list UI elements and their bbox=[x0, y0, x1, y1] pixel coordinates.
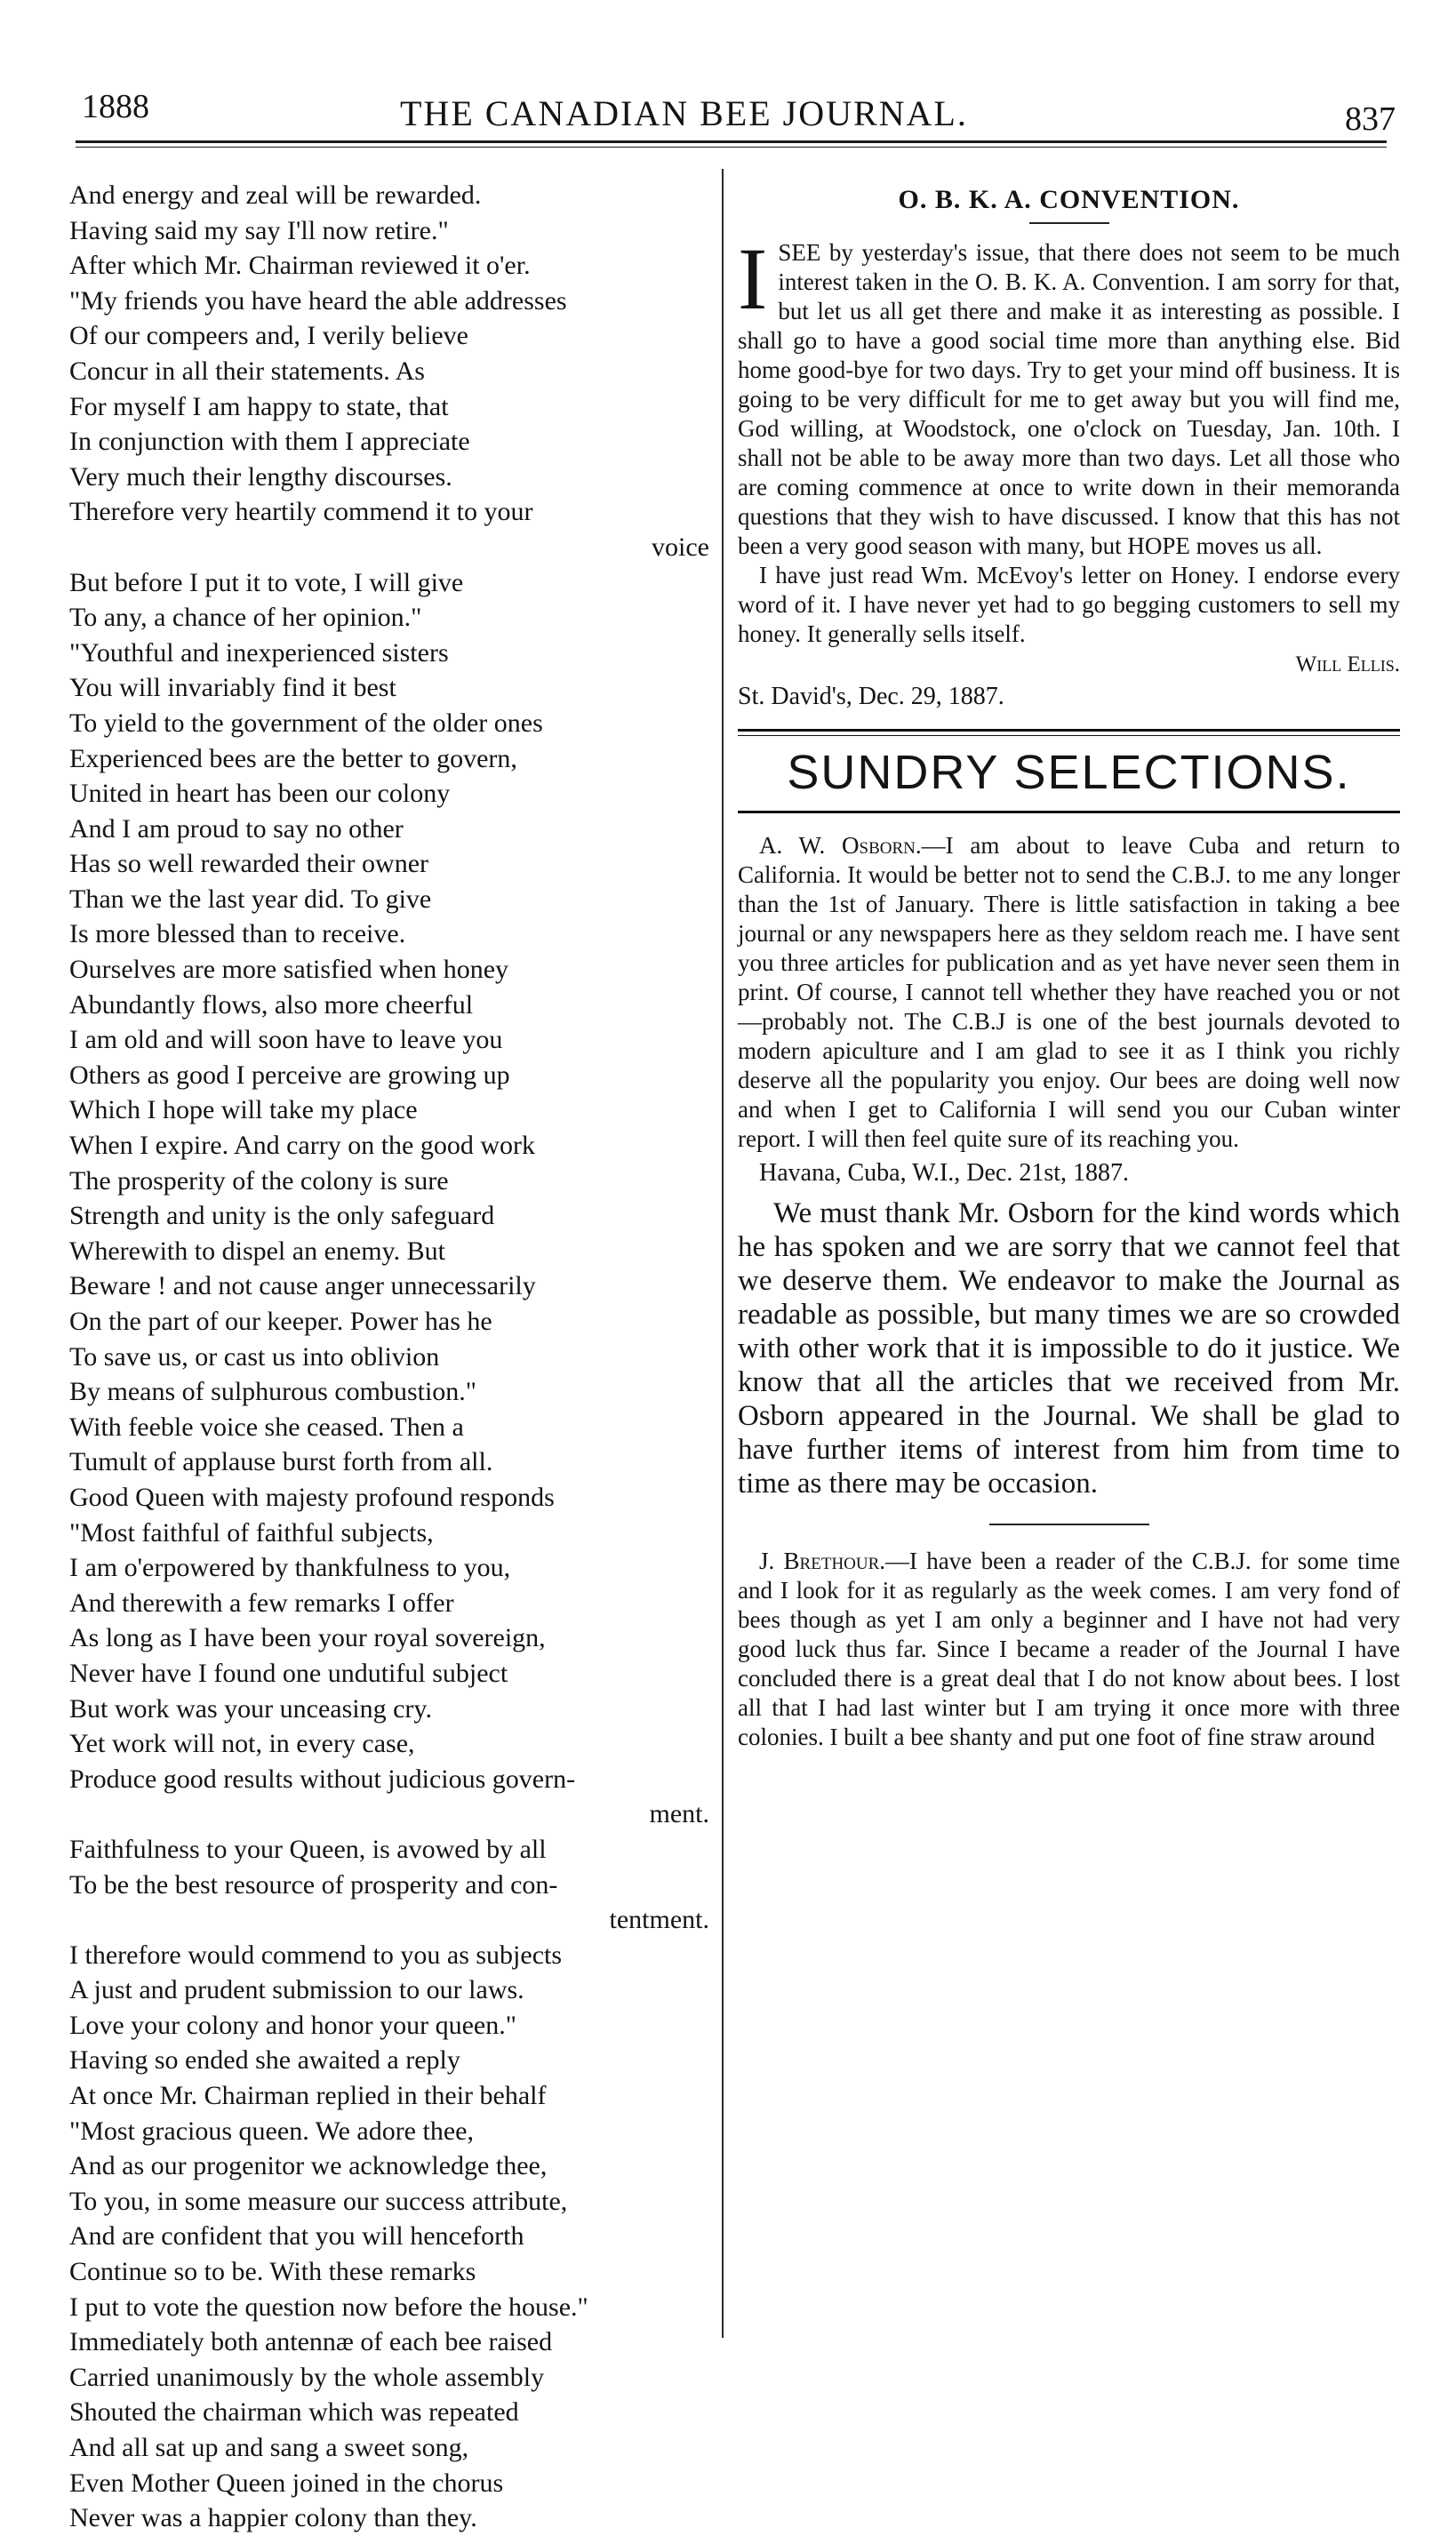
poem-line: You will invariably find it best bbox=[69, 673, 396, 703]
poem-line: And I am proud to say no other bbox=[69, 813, 404, 844]
heading-rule bbox=[738, 811, 1400, 813]
page-number: 837 bbox=[1345, 100, 1396, 138]
poem-column bbox=[69, 178, 709, 2536]
letter-place-date: St. David's, Dec. 29, 1887. bbox=[738, 683, 1004, 710]
title-rule bbox=[1029, 222, 1109, 224]
poem-line: Faithfulness to your Queen, is avowed by all bbox=[69, 1834, 547, 1864]
poem-line: After which Mr. Chairman reviewed it o'er. bbox=[69, 251, 531, 281]
sundry-heading: SUNDRY SELECTIONS. bbox=[787, 746, 1351, 799]
osborn-name: A. W. Osborn. bbox=[759, 832, 922, 859]
poem-line: Strength and unity is the only safeguard bbox=[69, 1201, 495, 1231]
header-rule bbox=[76, 140, 1387, 143]
poem-line: Produce good results without judicious govern- bbox=[69, 1764, 576, 1794]
poem-line: Having said my say I'll now retire." bbox=[69, 215, 449, 245]
poem-line: Having so ended she awaited a reply bbox=[69, 2045, 460, 2076]
convention-body: SEE by yesterday's issue, that there does not seem to be much interest taken in the O. B. K. A. Convention. I am sorry for that, but let us all get there and make it as interesting as possible. I shall go to have a good social time more than anything else. Bid home good-bye for two days. Try to get your mind off business. It is going to be very difficult for me to get away but you will find me, God willing, at Woodstock, one o'clock on Tuesday, Jan. 10th. I shall not be able to be away more than two days. Let all those who are coming commence at once to write down in their memoranda questions that they wish to have discussed. I know that this has not been a very good season with many, but HOPE moves us all. bbox=[738, 239, 1400, 559]
poem-line: Never have I found one undutiful subject bbox=[69, 1658, 508, 1688]
poem-line: And energy and zeal will be rewarded. bbox=[69, 180, 482, 210]
poem-line: Concur in all their statements. As bbox=[69, 356, 425, 386]
poem-line: Never was a happier colony than they. bbox=[69, 2503, 477, 2533]
poem-line: And all sat up and sang a sweet song, bbox=[69, 2433, 469, 2462]
poem-line: Therefore very heartily commend it to your bbox=[69, 497, 533, 527]
poem-line: ment. bbox=[649, 1799, 709, 1829]
poem-line: On the part of our keeper. Power has he bbox=[69, 1307, 492, 1336]
drop-cap: I bbox=[738, 229, 768, 328]
poem-line: Continue so to be. With these remarks bbox=[69, 2257, 476, 2287]
osborn-text: —I am about to leave Cuba and return to California. It would be better not to send the C.B.J. to me any longer than the 1st of January. There is little satisfaction in taking a bee journal or any newspapers here as they seldom reach me. I have sent you three articles for publication and as yet have never seen them in print. Of course, I cannot tell whether they have reached you or not—probably not. The C.B.J is one of the best journals devoted to modern apiculture and I am glad to see it as I think you richly deserve all the popularity you enjoy. Our bees are doing well now and when I get to California I will send you our Cuban winter report. I will then feel quite sure of its reaching you. bbox=[738, 832, 1400, 1152]
osborn-place-date: Havana, Cuba, W.I., Dec. 21st, 1887. bbox=[759, 1159, 1130, 1187]
brethour-letter bbox=[738, 1547, 1400, 1752]
poem-line: Immediately both antennæ of each bee raised bbox=[69, 2327, 553, 2357]
poem-line: Experienced bees are the better to govern, bbox=[69, 743, 517, 773]
poem-line: Has so well rewarded their owner bbox=[69, 849, 429, 879]
poem-line: To yield to the government of the older ones bbox=[69, 708, 543, 738]
convention-paragraph bbox=[738, 229, 1400, 561]
poem-line: "My friends you have heard the able addresses bbox=[69, 285, 567, 316]
poem-line: Yet work will not, in every case, bbox=[69, 1729, 415, 1759]
poem-line: And therewith a few remarks I offer bbox=[69, 1588, 454, 1618]
poem-line: In conjunction with them I appreciate bbox=[69, 427, 470, 457]
poem-line: I therefore would commend to you as subjects bbox=[69, 1940, 563, 1970]
poem-line: Abundantly flows, also more cheerful bbox=[69, 989, 474, 1020]
poem-line: To any, a chance of her opinion." bbox=[69, 603, 422, 633]
poem-line: And as our progenitor we acknowledge thee, bbox=[69, 2151, 548, 2181]
poem-line: "Most faithful of faithful subjects, bbox=[69, 1517, 434, 1548]
poem-line: Tumult of applause burst forth from all. bbox=[69, 1447, 493, 1477]
poem-line: The prosperity of the colony is sure bbox=[69, 1165, 449, 1196]
poem-line: United in heart has been our colony bbox=[69, 779, 451, 809]
poem-line: But work was your unceasing cry. bbox=[69, 1693, 432, 1724]
header-year: 1888 bbox=[82, 88, 149, 125]
poem-line: Very much their lengthy discourses. bbox=[69, 461, 452, 492]
poem-line: To be the best resource of prosperity and con- bbox=[69, 1869, 558, 1900]
poem-line: Even Mother Queen joined in the chorus bbox=[69, 2468, 504, 2498]
poem-line: Love your colony and honor your queen." bbox=[69, 2010, 516, 2040]
poem-line: I am o'erpowered by thankfulness to you, bbox=[69, 1553, 511, 1583]
poem-line: Which I hope will take my place bbox=[69, 1095, 418, 1125]
poem-line: Is more blessed than to receive. bbox=[69, 919, 406, 949]
poem-line: Wherewith to dispel an enemy. But bbox=[69, 1236, 445, 1266]
poem-line: And are confident that you will henceforth bbox=[69, 2221, 524, 2252]
poem-line: But before I put it to vote, I will give bbox=[69, 567, 464, 597]
poem-line: To you, in some measure our success attribute, bbox=[69, 2186, 568, 2216]
brethour-name: J. Brethour. bbox=[759, 1548, 886, 1574]
poem-line: Good Queen with majesty profound responds bbox=[69, 1482, 555, 1512]
poem-line: Beware ! and not cause anger unnecessarily bbox=[69, 1271, 536, 1301]
poem-line: To save us, or cast us into oblivion bbox=[69, 1341, 440, 1372]
poem-line: I put to vote the question now before the house." bbox=[69, 2292, 588, 2322]
poem-line: By means of sulphurous combustion." bbox=[69, 1377, 477, 1407]
poem-line: Of our compeers and, I verily believe bbox=[69, 321, 468, 351]
poem-line: Others as good I perceive are growing up bbox=[69, 1060, 510, 1090]
poem-line: tentment. bbox=[609, 1905, 709, 1935]
poem-line: Carried unanimously by the whole assembly bbox=[69, 2362, 545, 2392]
poem-line: Than we the last year did. To give bbox=[69, 884, 432, 914]
poem-line: As long as I have been your royal sovereign, bbox=[69, 1623, 546, 1653]
poem-line: "Youthful and inexperienced sisters bbox=[69, 637, 449, 668]
convention-title: O. B. K. A. CONVENTION. bbox=[898, 185, 1240, 214]
right-column bbox=[738, 178, 1400, 1752]
section-rule bbox=[738, 729, 1400, 732]
header-rule-thin bbox=[76, 147, 1387, 148]
poem-line: "Most gracious queen. We adore thee, bbox=[69, 2116, 474, 2146]
poem-line: voice bbox=[652, 532, 709, 562]
poem-line: At once Mr. Chairman replied in their behalf bbox=[69, 2081, 547, 2111]
poem-line: Ourselves are more satisfied when honey bbox=[69, 955, 509, 985]
brethour-text: —I have been a reader of the C.B.J. for some time and I look for it as regularly as the week comes. I am very fond of bees though as yet I am only a beginner and I have not had very good luck thus far. Since I became a reader of the Journal I have concluded there is a great deal that I do not know about bees. I lost all that I had last winter but I am trying it once more with three colonies. I built a bee shanty and put one foot of fine straw around bbox=[738, 1548, 1400, 1750]
poem-line: I am old and will soon have to leave you bbox=[69, 1025, 503, 1055]
section-rule-thin bbox=[738, 735, 1400, 736]
poem-line: With feeble voice she ceased. Then a bbox=[69, 1412, 464, 1442]
column-divider bbox=[722, 169, 724, 2338]
poem-line: For myself I am happy to state, that bbox=[69, 391, 449, 421]
poem-line: A just and prudent submission to our laws. bbox=[69, 1975, 524, 2005]
osborn-letter bbox=[738, 831, 1400, 1154]
author-signature: Will Ellis. bbox=[1295, 652, 1400, 676]
poem-line: Shouted the chairman which was repeated bbox=[69, 2397, 519, 2428]
poem-line: When I expire. And carry on the good work bbox=[69, 1131, 536, 1161]
editor-note: We must thank Mr. Osborn for the kind words which he has spoken and we are sorry that we cannot feel that we deserve them. We endeavor to make the Journal as readable as possible, but many times we are so crowded with other work that it is impossible to do it justice. We know that all the articles that we received from Mr. Osborn appeared in the Journal. We shall be glad to have further items of interest from him from time to time as there may be occasion. bbox=[738, 1197, 1400, 1500]
journal-title: THE CANADIAN BEE JOURNAL. bbox=[400, 93, 968, 133]
short-rule bbox=[989, 1524, 1149, 1525]
convention-paragraph-2: I have just read Wm. McEvoy's letter on Honey. I endorse every word of it. I have never yet had to go begging customers to sell my honey. It generally sells itself. bbox=[738, 562, 1400, 647]
